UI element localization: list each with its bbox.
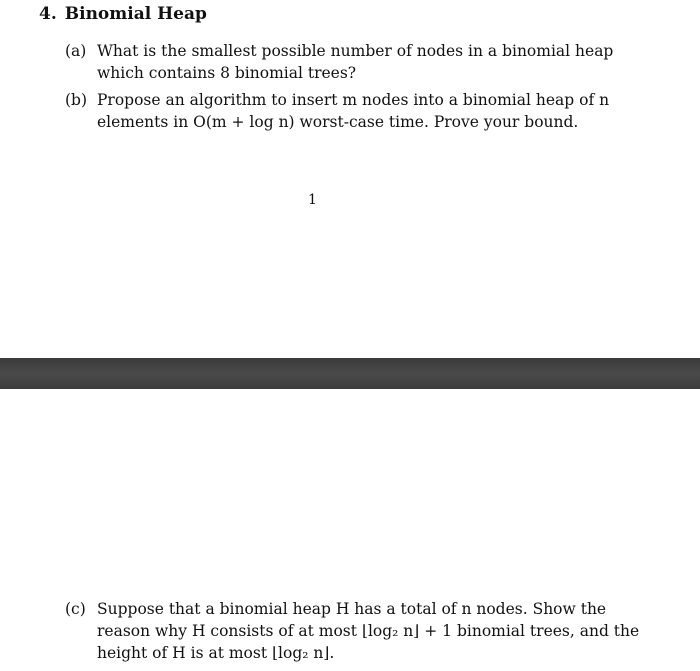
- page-separator: [0, 358, 700, 389]
- document-page-2: [0, 389, 700, 671]
- question-text-line: reason why H consists of at most ⌊log₂ n⌋ + 1 binomial trees, and the: [97, 622, 640, 640]
- question-part-c: [65, 598, 640, 664]
- problem-heading: [39, 4, 207, 24]
- question-text-line: height of H is at most ⌊log₂ n⌋.: [97, 644, 335, 662]
- question-part-b: [65, 89, 625, 133]
- part-label: (c): [65, 600, 86, 618]
- part-label: (a): [65, 42, 87, 60]
- problem-title: Binomial Heap: [64, 4, 207, 24]
- question-text-line: Propose an algorithm to insert m nodes into a binomial heap of n: [97, 91, 610, 109]
- part-label: (b): [65, 91, 88, 109]
- question-text-line: which contains 8 binomial trees?: [97, 64, 357, 82]
- question-text-line: elements in O(m + log n) worst-case time. Prove your bound.: [97, 113, 579, 131]
- page-number: 1: [308, 192, 317, 208]
- question-text-line: Suppose that a binomial heap H has a total of n nodes. Show the: [97, 600, 607, 618]
- question-part-a: [65, 40, 625, 84]
- problem-number: 4.: [39, 4, 57, 24]
- question-text-line: What is the smallest possible number of nodes in a binomial heap: [97, 42, 614, 60]
